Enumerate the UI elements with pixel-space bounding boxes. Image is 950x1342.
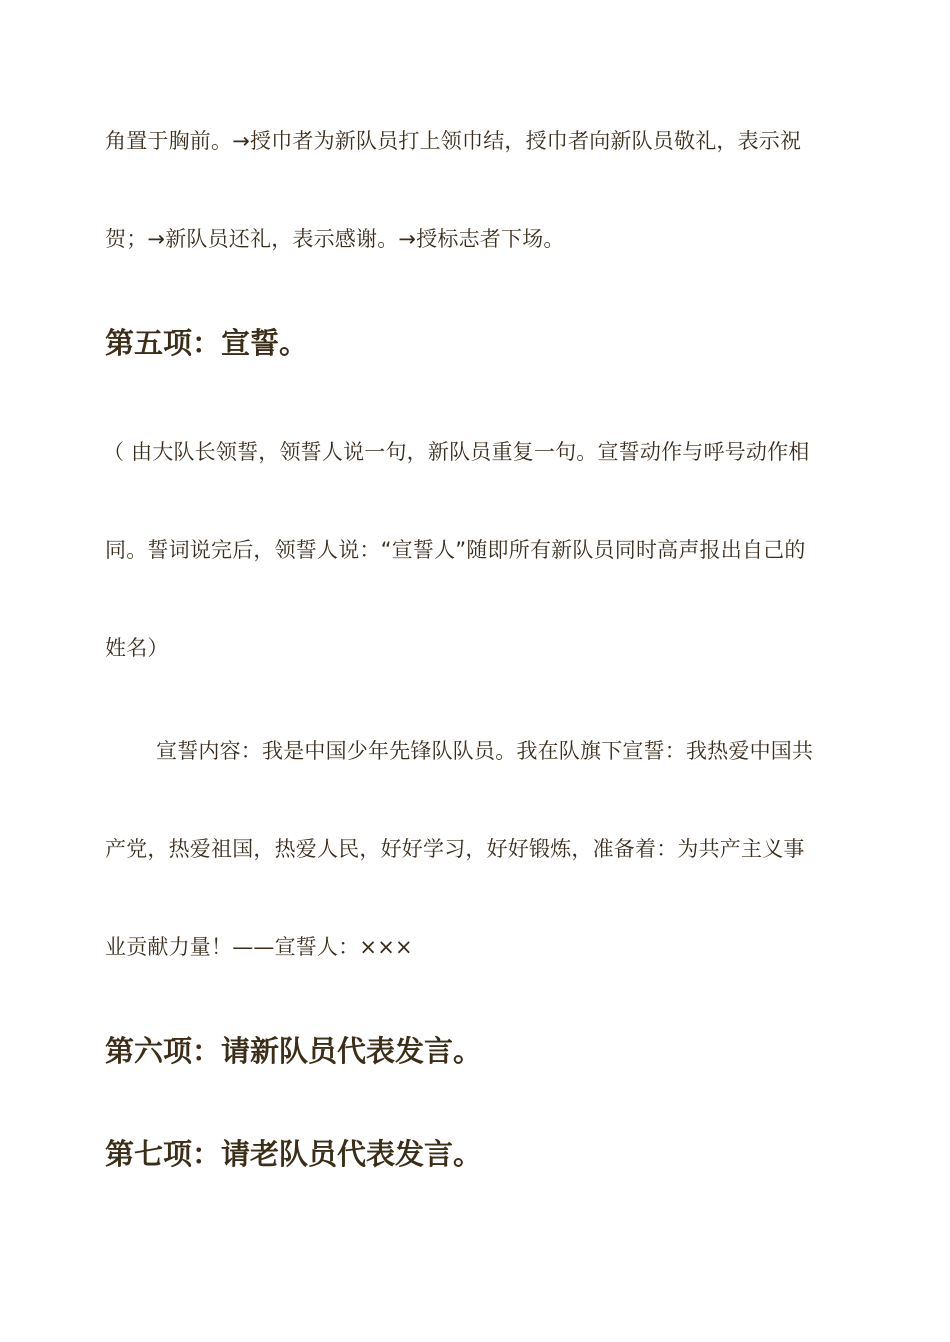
oath-line: 宣誓内容：我是中国少年先锋队队员。我在队旗下宣誓：我热爱中国共 bbox=[156, 739, 814, 763]
paragraph-line: 角置于胸前。→授巾者为新队员打上领巾结，授巾者向新队员敬礼，表示祝 bbox=[105, 129, 802, 153]
oath-line: 业贡献力量！——宣誓人：××× bbox=[105, 935, 413, 959]
section-heading-5: 第五项：宣誓。 bbox=[105, 326, 309, 360]
note-line: 同。誓词说完后，领誓人说：“宣誓人”随即所有新队员同时高声报出自己的 bbox=[105, 538, 806, 562]
oath-line: 产党，热爱祖国，热爱人民，好好学习，好好锻炼，准备着：为共产主义事 bbox=[105, 837, 805, 861]
section-heading-7: 第七项：请老队员代表发言。 bbox=[105, 1137, 483, 1171]
note-line: （ 由大队长领誓，领誓人说一句，新队员重复一句。宣誓动作与呼号动作相 bbox=[103, 440, 810, 464]
paragraph-line: 贺；→新队员还礼，表示感谢。→授标志者下场。 bbox=[105, 227, 565, 251]
note-line: 姓名） bbox=[105, 636, 169, 660]
section-heading-6: 第六项：请新队员代表发言。 bbox=[105, 1034, 483, 1068]
